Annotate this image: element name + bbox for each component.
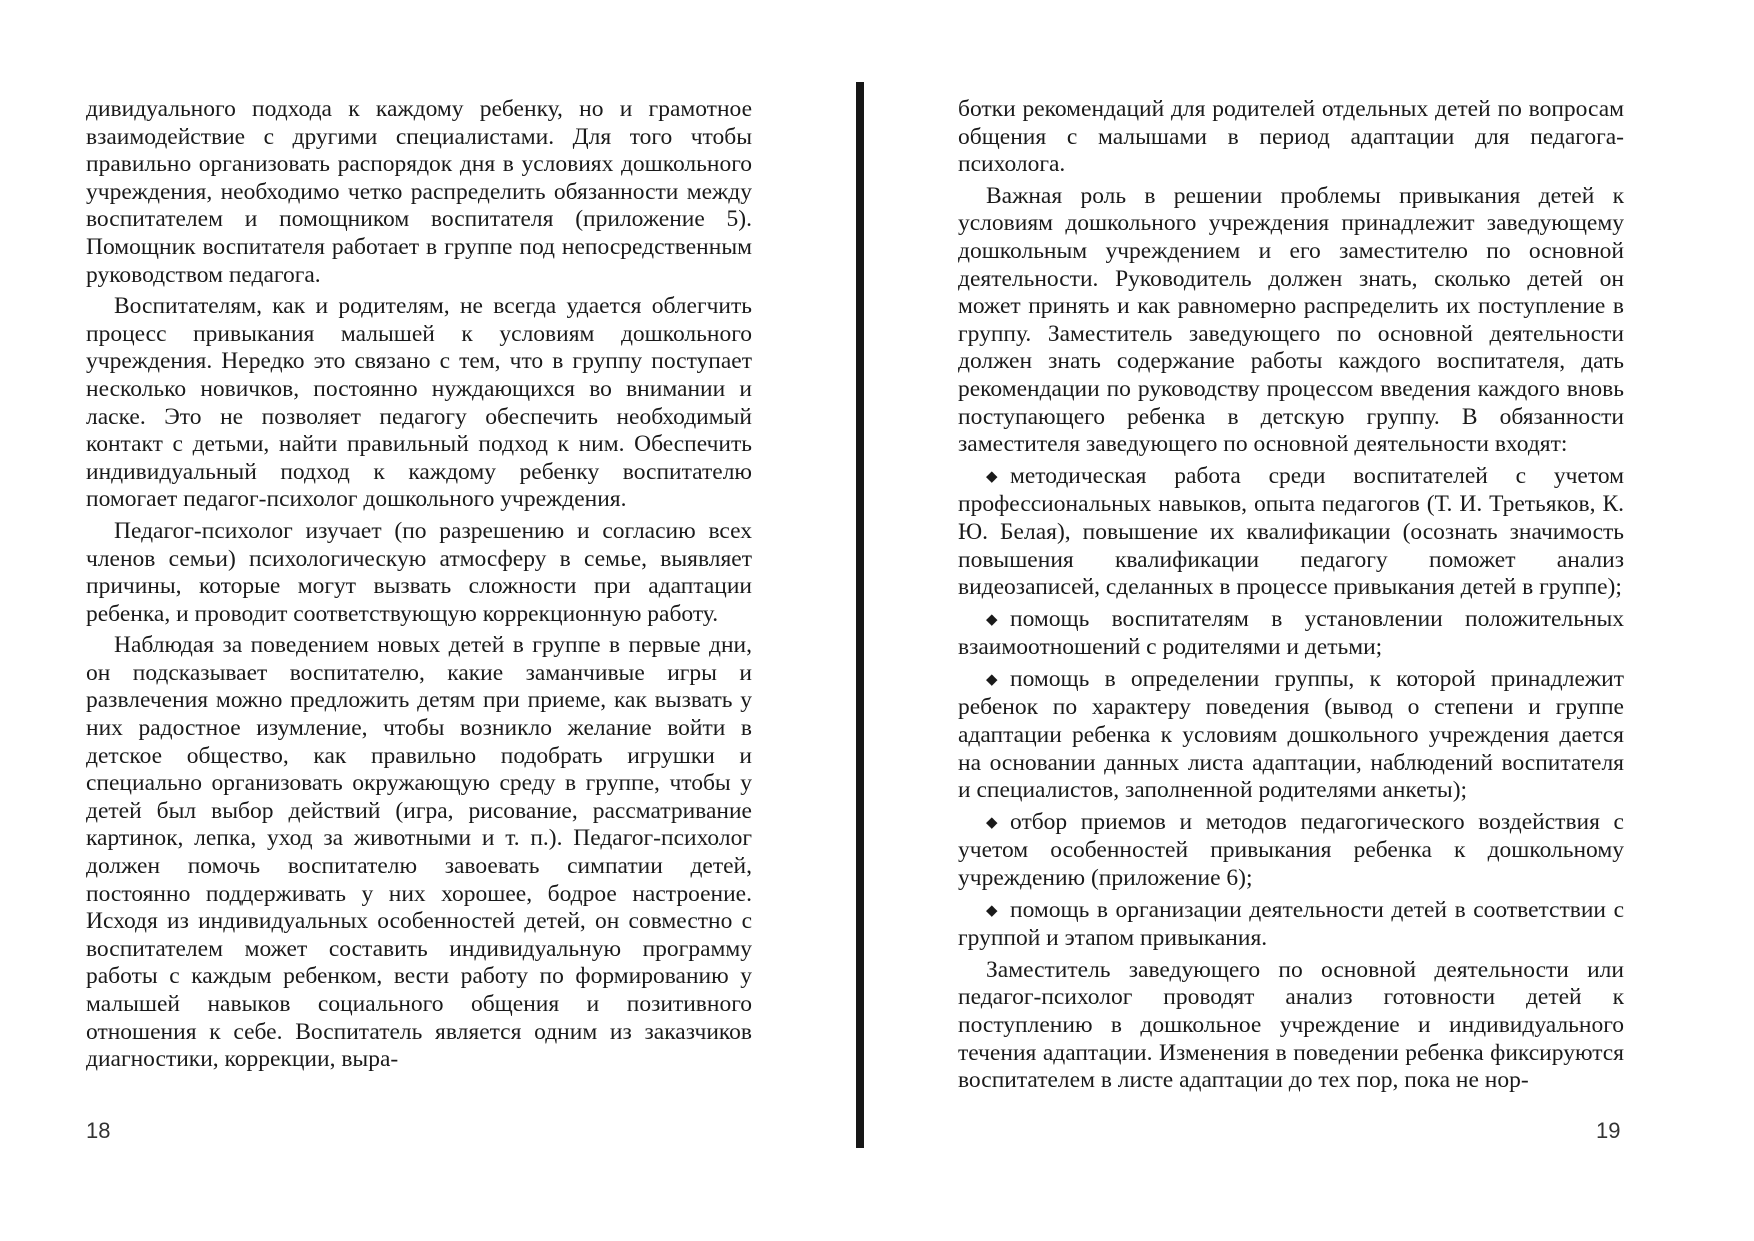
left-paragraph-4: Наблюдая за поведением новых детей в группе в первые дни, он подсказывает воспитателю, какие заманчивые игры и развлечения можно предложить детям при приеме, как вызвать у них радостное изумление, чтобы возникло желание войти в детское общество, как правильно подобрать игрушки и специально организовать окружающую среду в группе, чтобы у детей был выбор действий (игра, рисование, рассматривание картинок, лепка, уход за животными и т. п.). Педагог-психолог должен помочь воспитателю завоевать симпатии детей, постоянно поддерживать у них хорошее, бодрое настроение. Исходя из индивидуальных особенностей детей, он совместно с воспитателем может составить индивидуальную программу работы с каждым ребенком, вести работу по формированию у малышей навыков социального общения и позитивного отношения к себе. Воспитатель является одним из заказчиков диагностики, коррекции, выра- — [86, 632, 752, 1073]
diamond-bullet-icon: ◆ — [986, 671, 998, 688]
diamond-bullet-icon: ◆ — [986, 814, 998, 831]
duties-list — [958, 463, 1624, 953]
list-item-text: методическая работа среди воспитателей с учетом профессиональных навыков, опыта педагогов (Т. И. Третьяков, К. Ю. Белая), повышение их квалификации (осознать значимость повышения квалификации педагогу поможет анализ видеозаписей, сделанных в процессе привыкания детей в группе); — [958, 462, 1624, 601]
left-paragraph-2: Воспитателям, как и родителям, не всегда удается облегчить процесс привыкания малышей к условиям дошкольного учреждения. Нередко это связано с тем, что в группу поступает несколько новичков, постоянно нуждающихся во внимании и ласке. Это не позволяет педагогу обеспечить необходимый контакт с детьми, найти правильный подход к ним. Обеспечить индивидуальный подход к каждому ребенку воспитателю помогает педагог-психолог дошкольного учреждения. — [86, 293, 752, 513]
diamond-bullet-icon: ◆ — [986, 468, 998, 485]
list-item — [958, 809, 1624, 893]
diamond-bullet-icon: ◆ — [986, 611, 998, 628]
book-spine-divider — [856, 82, 864, 1148]
left-paragraph-3: Педагог-психолог изучает (по разрешению и согласию всех членов семьи) психологическую атмосферу в семье, выявляет причины, которые могут вызвать сложности при адаптации ребенка, и проводит соответствующую коррекционную работу. — [86, 517, 752, 627]
page-number-right: 19 — [1596, 1118, 1621, 1143]
list-item — [958, 463, 1624, 602]
list-item — [958, 897, 1624, 953]
list-item-text: помощь в определении группы, к которой принадлежит ребенок по характеру поведения (вывод о степени и группе адаптации ребенка к условиям дошкольного учреждения дается на основании данных листа адаптации, наблюдений воспитателя и специалистов, заполненной родителями анкеты); — [958, 665, 1624, 804]
list-item — [958, 606, 1624, 662]
list-item — [958, 666, 1624, 805]
right-final-paragraph: Заместитель заведующего по основной деятельности или педагог-психолог проводят анализ готовности детей к поступлению в дошкольное учреждение и индивидуального течения адаптации. Изменения в поведении ребенка фиксируются воспитателем в листе адаптации до тех пор, пока не нор- — [958, 956, 1624, 1094]
left-paragraph-1: дивидуального подхода к каждому ребенку, но и грамотное взаимодействие с другими специалистами. Для того чтобы правильно организовать распорядок дня в условиях дошкольного учреждения, необходимо четко распределить обязанности между воспитателем и помощником воспитателя (приложение 5). Помощник воспитателя работает в группе под непосредственным руководством педагога. — [86, 96, 752, 288]
diamond-bullet-icon: ◆ — [986, 902, 998, 919]
list-item-text: помощь воспитателям в установлении положительных взаимоотношений с родителями и детьми; — [958, 605, 1624, 661]
right-intro-paragraph: ботки рекомендаций для родителей отдельных детей по вопросам общения с малышами в период адаптации для педагога-психолога. — [958, 96, 1624, 178]
right-page — [958, 96, 1624, 1095]
page-number-left: 18 — [86, 1118, 111, 1143]
list-item-text: помощь в организации деятельности детей в соответствии с группой и этапом привыкания. — [958, 896, 1624, 952]
list-item-text: отбор приемов и методов педагогического воздействия с учетом особенностей привыкания ребенка к дошкольному учреждению (приложение 6); — [958, 808, 1624, 892]
right-paragraph-2: Важная роль в решении проблемы привыкания детей к условиям дошкольного учреждения принадлежит заведующему дошкольным учреждением и его заместителю по основной деятельности. Руководитель должен знать, сколько детей он может принять и как равномерно распределить их поступление в группу. Заместитель заведующего по основной деятельности должен знать содержание работы каждого воспитателя, дать рекомендации по руководству процессом введения каждого вновь поступающего ребенка в детскую группу. В обязанности заместителя заведующего по основной деятельности входят: — [958, 182, 1624, 458]
left-page — [86, 96, 752, 1074]
